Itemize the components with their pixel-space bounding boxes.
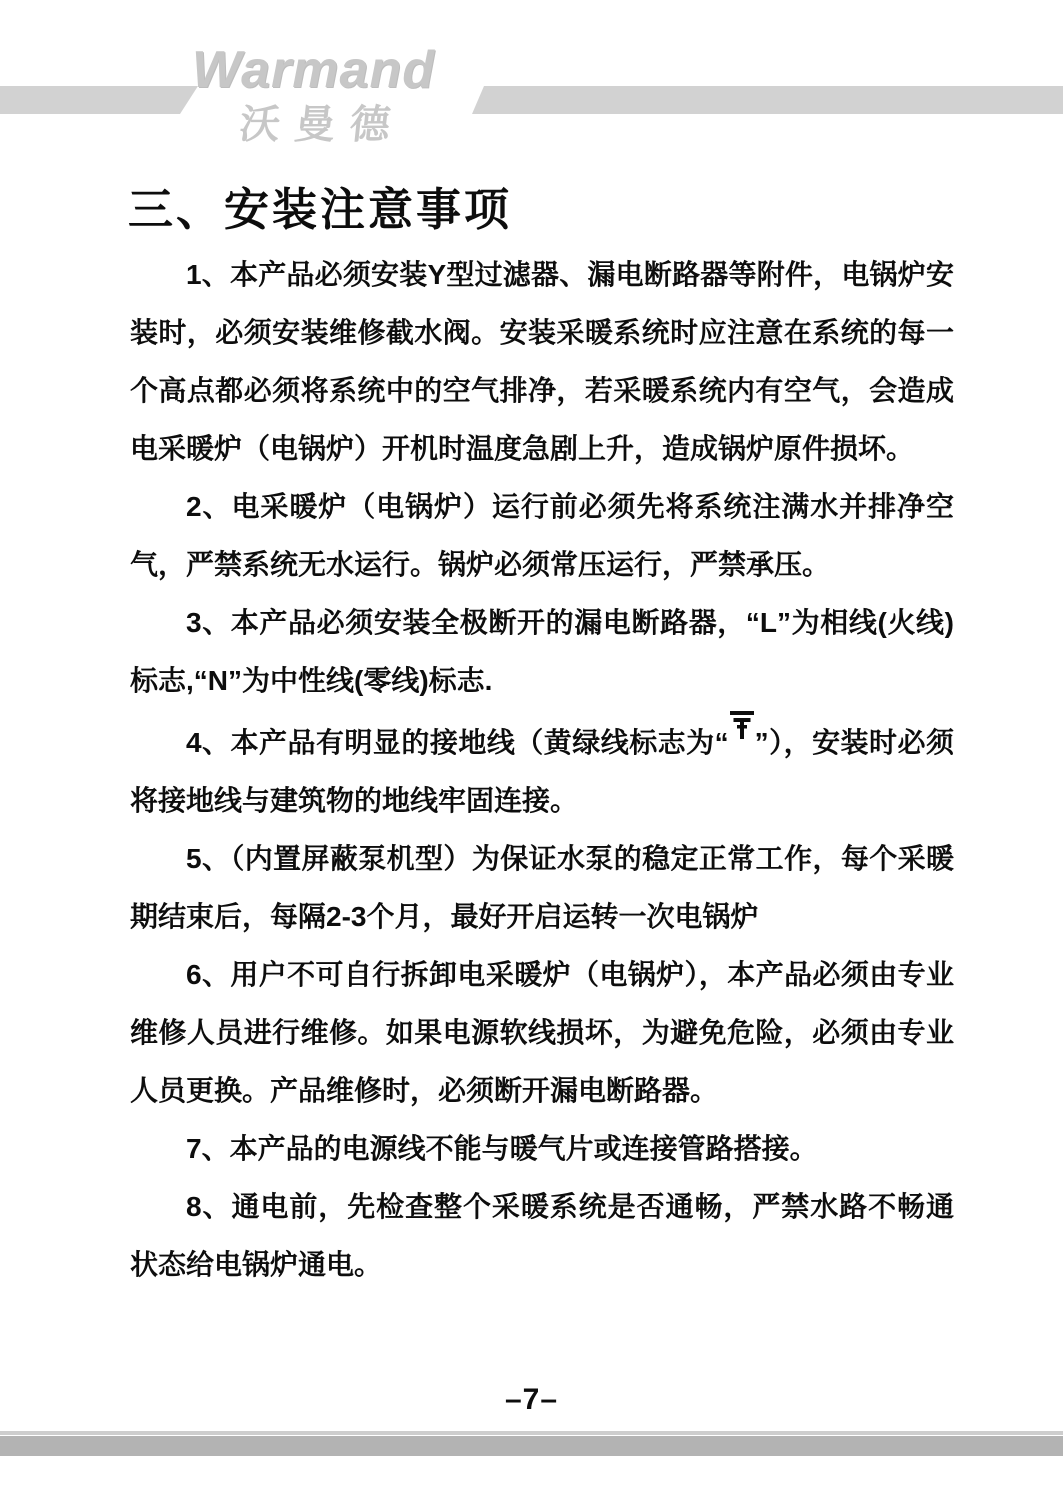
- paragraph-4: [130, 710, 954, 830]
- brand-logo: Warmand: [192, 41, 435, 99]
- paragraph-5: 5、（内置屏蔽泵机型）为保证水泵的稳定正常工作，每个采暖期结束后，每隔2-3个月，最好开启运转一次电锅炉: [130, 843, 954, 932]
- footer-divider-line: [0, 1431, 1063, 1435]
- paragraph-1: 1、本产品必须安装Y型过滤器、漏电断路器等附件，电锅炉安装时，必须安装维修截水阀。安装采暖系统时应注意在系统的每一个高点都必须将系统中的空气排净，若采暖系统内有空气，会造成电采暖炉（电锅炉）开机时温度急剧上升，造成锅炉原件损坏。: [130, 259, 954, 464]
- paragraph-4-before: 4、本产品有明显的接地线（黄绿线标志为“: [186, 727, 729, 758]
- paragraph-6: 6、用户不可自行拆卸电采暖炉（电锅炉），本产品必须由专业维修人员进行维修。如果电源软线损坏，为避免危险，必须由专业人员更换。产品维修时，必须断开漏电断路器。: [130, 959, 954, 1106]
- footer-decorative-bar: [0, 1436, 1063, 1456]
- paragraph-4-after: ”），安装时必须将接地线与建筑物的地线牢固连接。: [130, 727, 954, 816]
- top-right-decorative-bar: [472, 86, 1063, 114]
- paragraph-7: 7、本产品的电源线不能与暖气片或连接管路搭接。: [186, 1133, 818, 1164]
- paragraph-2: 2、电采暖炉（电锅炉）运行前必须先将系统注满水并排净空气，严禁系统无水运行。锅炉必须常压运行，严禁承压。: [130, 491, 954, 580]
- brand-logo-chinese: 沃曼德: [237, 103, 408, 147]
- section-heading: 三、安装注意事项: [128, 184, 513, 235]
- earth-ground-icon: [729, 710, 755, 740]
- top-left-decorative-bar: [0, 86, 198, 114]
- paragraph-8: 8、通电前，先检查整个采暖系统是否通畅，严禁水路不畅通状态给电锅炉通电。: [130, 1191, 954, 1280]
- body-text: [130, 246, 954, 1294]
- paragraph-3: 3、本产品必须安装全极断开的漏电断路器，“L”为相线(火线)标志,“N”为中性线(零线)标志.: [130, 607, 954, 696]
- page-number: –7–: [504, 1383, 559, 1416]
